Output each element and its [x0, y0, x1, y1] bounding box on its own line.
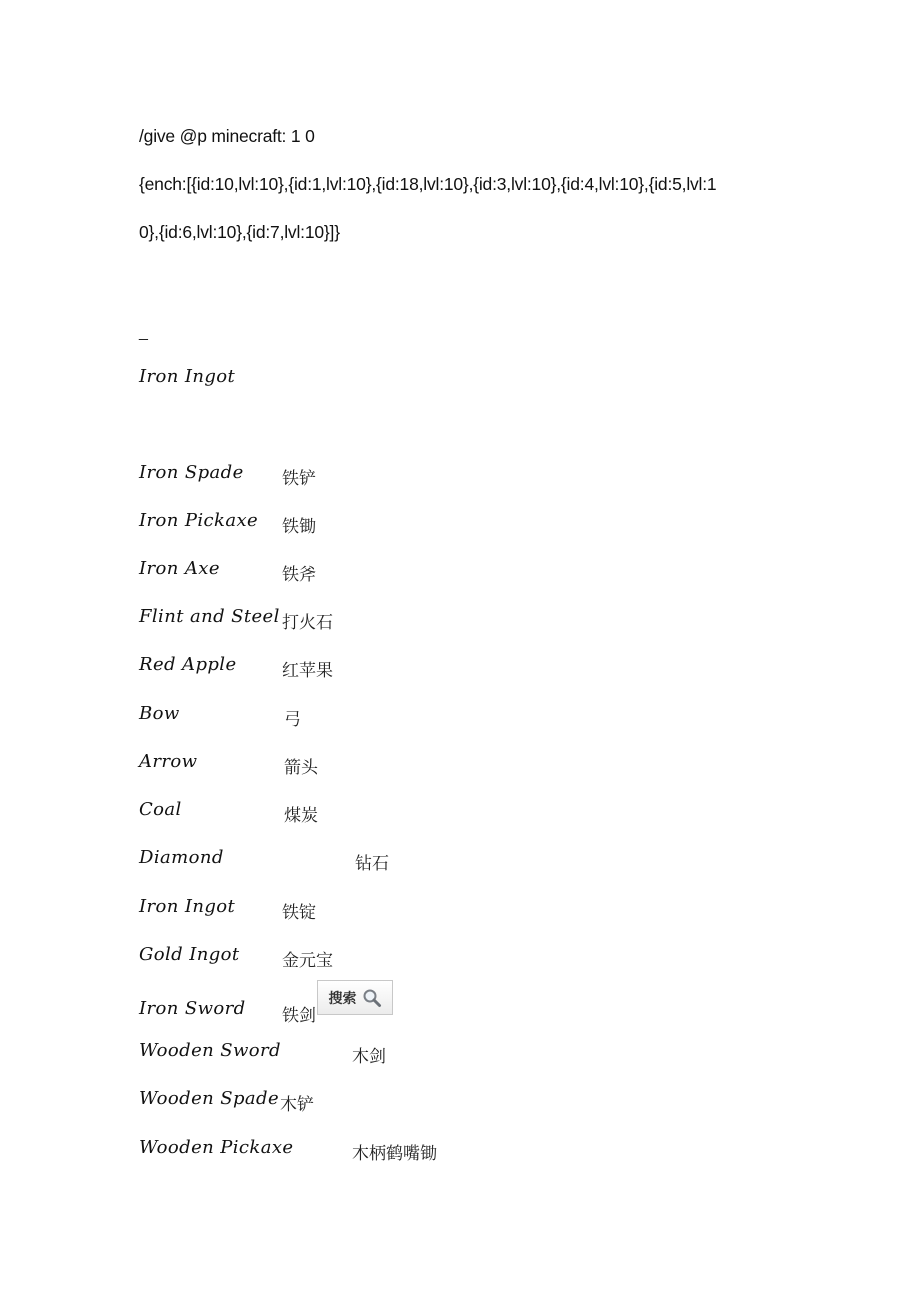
item-chinese-name: 铁锭 — [282, 903, 316, 923]
item-english-name: Flint and Steel — [139, 606, 280, 627]
item-chinese-name: 铁剑 — [282, 1006, 316, 1026]
command-line-1: /give @p minecraft: 1 0 — [139, 126, 315, 146]
item-english-name: Diamond — [139, 847, 224, 868]
item-chinese-name: 木铲 — [280, 1095, 314, 1115]
item-english-name: Coal — [139, 799, 182, 820]
item-english-name: Wooden Pickaxe — [139, 1137, 294, 1158]
item-english-name: Gold Ingot — [139, 944, 240, 965]
item-english-name: Arrow — [139, 751, 198, 772]
item-english-name: Iron Sword — [139, 998, 246, 1019]
item-english-name: Iron Spade — [139, 462, 244, 483]
item-chinese-name: 打火石 — [282, 613, 333, 633]
item-english-name: Wooden Sword — [139, 1040, 281, 1061]
command-line-3: 0},{id:6,lvl:10},{id:7,lvl:10}]} — [139, 222, 340, 242]
item-english-name: Iron Axe — [139, 558, 220, 579]
item-chinese-name: 弓 — [284, 710, 301, 730]
search-button[interactable] — [317, 980, 393, 1015]
item-chinese-name: 木柄鹤嘴锄 — [352, 1144, 437, 1164]
item-chinese-name: 金元宝 — [282, 951, 333, 971]
item-chinese-name: 铁铲 — [282, 469, 316, 489]
item-chinese-name: 煤炭 — [284, 806, 318, 826]
item-chinese-name: 木剑 — [352, 1047, 386, 1067]
item-chinese-name: 铁锄 — [282, 517, 316, 537]
item-chinese-name: 铁斧 — [282, 565, 316, 585]
item-chinese-name: 箭头 — [284, 758, 318, 778]
search-button-label: 搜索 — [328, 990, 357, 1007]
dash-mark: _ — [139, 324, 148, 341]
command-line-2: {ench:[{id:10,lvl:10},{id:1,lvl:10},{id:18,lvl:10},{id:3,lvl:10},{id:4,lvl:10},{id:5,lvl:1 — [139, 174, 717, 194]
item-english-name: Bow — [139, 703, 180, 724]
item-english-name: Iron Ingot — [139, 896, 236, 917]
item-chinese-name: 红苹果 — [282, 661, 333, 681]
section-heading: Iron Ingot — [139, 366, 236, 387]
item-chinese-name: 钻石 — [355, 854, 389, 874]
item-english-name: Wooden Spade — [139, 1088, 280, 1109]
item-english-name: Iron Pickaxe — [139, 510, 259, 531]
magnifier-icon — [362, 988, 382, 1008]
item-english-name: Red Apple — [139, 654, 237, 675]
